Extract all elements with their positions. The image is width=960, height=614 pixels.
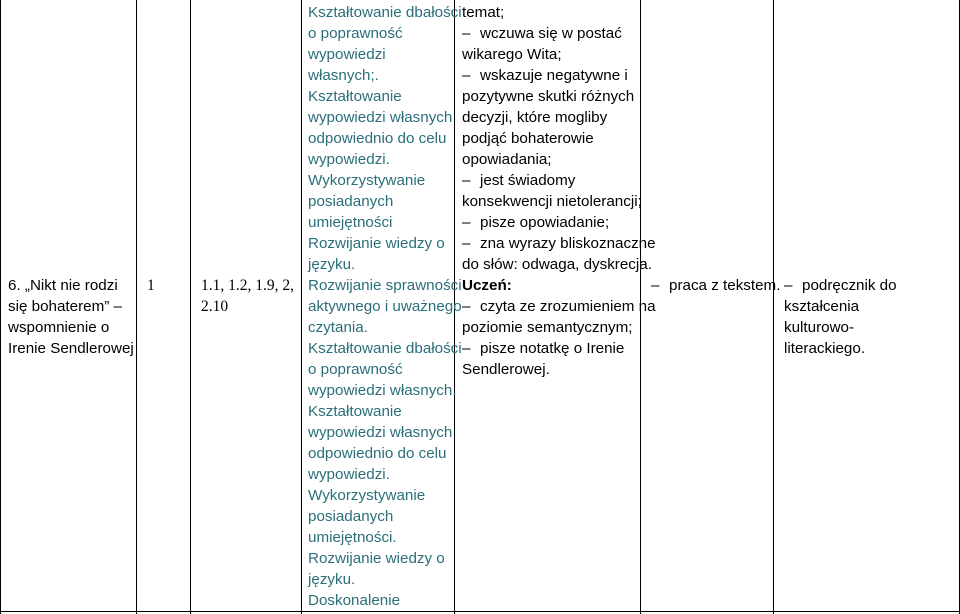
- topic-line: Irenie Sendlerowej: [8, 340, 134, 357]
- requirement-line: 1.1, 1.2, 1.9, 2,: [201, 277, 294, 294]
- outcome-text: zna wyrazy bliskoznaczne: [480, 235, 656, 252]
- material-line: kształcenia: [784, 298, 860, 315]
- outcome-item: [462, 65, 628, 86]
- dash-bullet: [462, 214, 480, 231]
- methods-text: praca z tekstem.: [669, 277, 781, 294]
- goal-line: posiadanych: [308, 193, 394, 210]
- goal-line: Wykorzystywanie: [308, 487, 426, 504]
- goal-line: odpowiednio do celu: [308, 445, 447, 462]
- goal-line: Kształtowanie dbałości: [308, 340, 462, 357]
- outcome-item: [462, 296, 656, 317]
- dash-bullet: [784, 277, 802, 294]
- outcome-text: czyta ze zrozumieniem na: [480, 298, 656, 315]
- requirement-line: 2.10: [201, 298, 229, 315]
- material-line: kulturowo-: [784, 319, 855, 336]
- outcome-item: [462, 170, 575, 191]
- outcome-text: wczuwa się w postać: [480, 25, 622, 42]
- outcome-line: decyzji, które mogliby: [462, 109, 608, 126]
- goal-line: języku.: [308, 571, 356, 588]
- goal-line: wypowiedzi.: [308, 466, 390, 483]
- table-border-bottom: [0, 611, 960, 612]
- outcome-item: [462, 338, 624, 359]
- outcome-line: temat;: [462, 4, 505, 21]
- outcome-line: pozytywne skutki różnych: [462, 88, 635, 105]
- outcome-line: poziomie semantycznym;: [462, 319, 633, 336]
- dash-bullet: [462, 340, 480, 357]
- goal-line: Kształtowanie: [308, 88, 402, 105]
- goal-line: aktywnego i uważnego: [308, 298, 462, 315]
- table-border-left: [0, 0, 1, 614]
- column-divider: [190, 0, 191, 614]
- topic-line: się bohaterem” –: [8, 298, 122, 315]
- goal-line: własnych;.: [308, 67, 379, 84]
- outcome-text: pisze opowiadanie;: [480, 214, 610, 231]
- goal-line: Rozwijanie sprawności: [308, 277, 462, 294]
- topic-line: wspomnienie o: [8, 319, 110, 336]
- goal-line: Doskonalenie: [308, 592, 401, 609]
- outcome-item: [462, 23, 622, 44]
- goal-line: wypowiedzi własnych: [308, 109, 453, 126]
- goal-line: Wykorzystywanie: [308, 172, 426, 189]
- column-divider: [773, 0, 774, 614]
- outcome-text: wskazuje negatywne i: [480, 67, 628, 84]
- goal-line: Kształtowanie: [308, 403, 402, 420]
- dash-bullet: [462, 235, 480, 252]
- outcome-item: [462, 212, 609, 233]
- goal-line: o poprawność: [308, 25, 403, 42]
- material-line: literackiego.: [784, 340, 866, 357]
- dash-bullet: [462, 172, 480, 189]
- goal-line: odpowiednio do celu: [308, 130, 447, 147]
- outcome-line: opowiadania;: [462, 151, 552, 168]
- column-divider: [136, 0, 137, 614]
- topic-line: 6. „Nikt nie rodzi: [8, 277, 118, 294]
- goal-line: wypowiedzi własnych: [308, 424, 453, 441]
- goal-line: czytania.: [308, 319, 368, 336]
- outcome-text: jest świadomy: [480, 172, 576, 189]
- goal-line: umiejętności.: [308, 529, 397, 546]
- outcome-item: [462, 233, 656, 254]
- hours-cell: 1: [147, 277, 155, 294]
- outcome-line: Sendlerowej.: [462, 361, 550, 378]
- methods-cell: [651, 275, 780, 296]
- student-label: Uczeń:: [462, 277, 512, 294]
- goal-line: o poprawność: [308, 361, 403, 378]
- dash-bullet: [462, 298, 480, 315]
- goal-line: wypowiedzi własnych.: [308, 382, 457, 399]
- goal-line: posiadanych: [308, 508, 394, 525]
- outcome-text: pisze notatkę o Irenie: [480, 340, 625, 357]
- dash-bullet: [462, 25, 480, 42]
- goal-line: Kształtowanie dbałości: [308, 4, 462, 21]
- goal-line: wypowiedzi.: [308, 151, 390, 168]
- material-line: podręcznik do: [802, 277, 897, 294]
- outcome-line: wikarego Wita;: [462, 46, 562, 63]
- goal-line: wypowiedzi: [308, 46, 386, 63]
- dash-bullet: [651, 277, 669, 294]
- goal-line: języku.: [308, 256, 356, 273]
- outcome-line: konsekwencji nietolerancji;: [462, 193, 642, 210]
- column-divider: [301, 0, 302, 614]
- goal-line: Rozwijanie wiedzy o: [308, 550, 445, 567]
- goal-line: Rozwijanie wiedzy o: [308, 235, 445, 252]
- outcome-line: podjąć bohaterowie: [462, 130, 594, 147]
- outcome-line: do słów: odwaga, dyskrecja.: [462, 256, 652, 273]
- dash-bullet: [462, 67, 480, 84]
- goal-line: umiejętności: [308, 214, 393, 231]
